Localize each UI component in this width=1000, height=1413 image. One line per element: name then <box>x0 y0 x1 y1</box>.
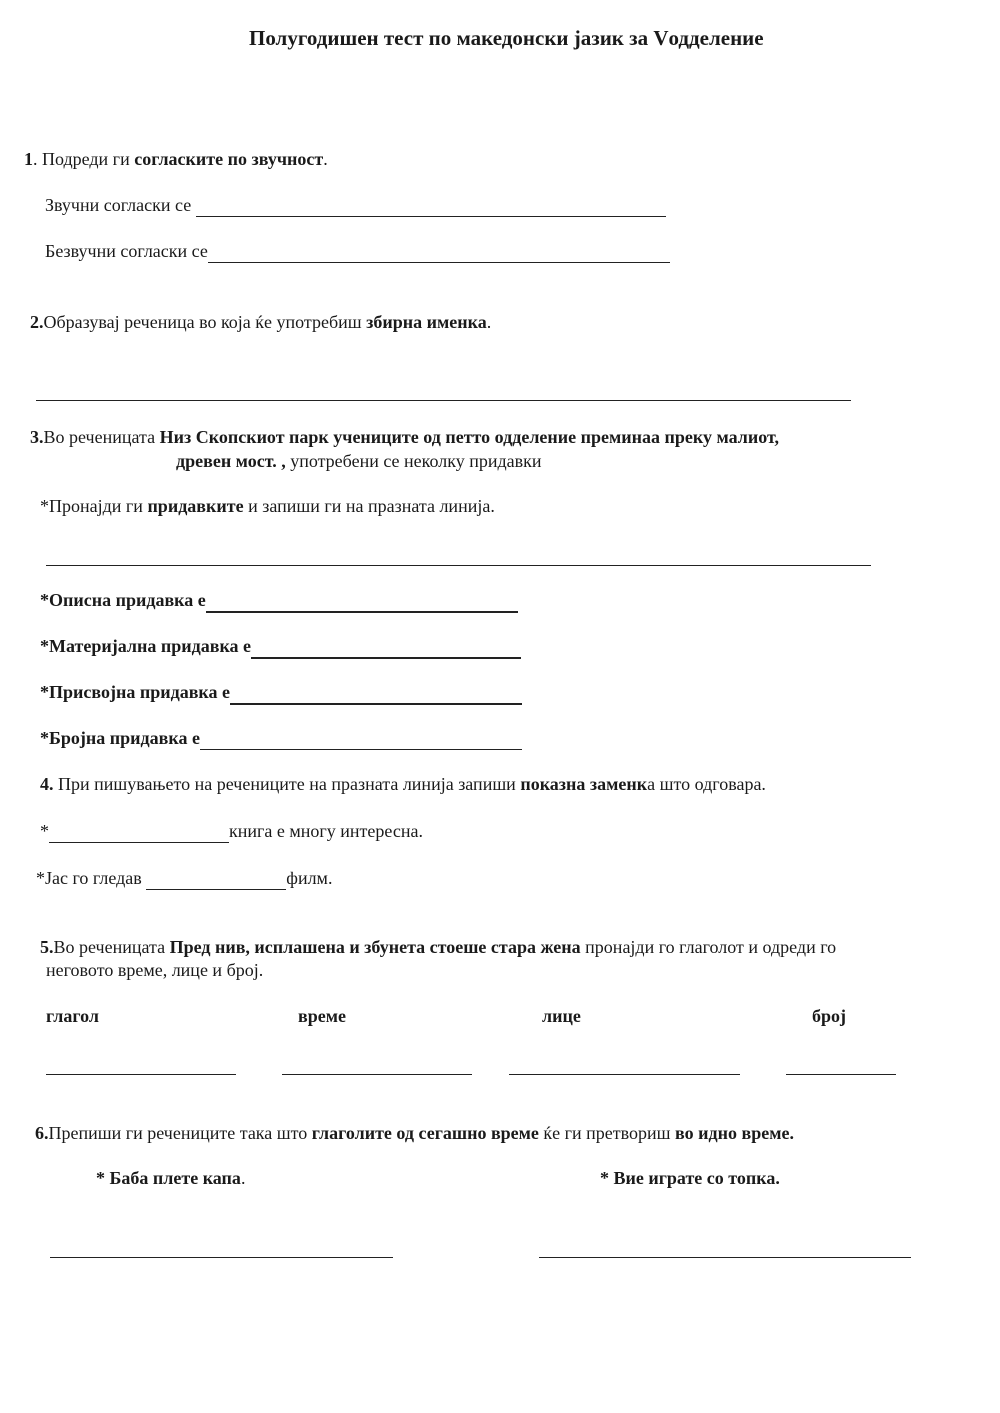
future-sentence-2 <box>600 1167 780 1189</box>
column-tense-header <box>298 1005 346 1027</box>
question-4 <box>40 773 766 795</box>
demonstrative-pronoun-input-1[interactable] <box>49 824 229 843</box>
sentence-2-text: *Јас го гледав <box>36 868 147 888</box>
question-1 <box>24 148 328 170</box>
person-input[interactable] <box>509 1054 740 1075</box>
question-4-text: При пишувањето на реченицитe на празната линија запиши <box>53 774 521 794</box>
sentence-1-text: книга е многу интересна. <box>229 821 423 841</box>
demonstrative-sentence-1 <box>40 820 423 843</box>
possessive-adjective-label: *Присвојна придавка е <box>40 682 231 702</box>
possessive-adjective-row <box>40 681 522 705</box>
question-5-text-cont: пронајди го глаголот и одреди го <box>580 937 837 957</box>
column-verb-label: глагол <box>46 1006 99 1026</box>
voiceless-consonants-row <box>45 240 670 263</box>
question-6 <box>35 1122 794 1144</box>
question-1-text: . Подреди ги <box>33 149 135 169</box>
question-5-text: Во реченицата <box>53 937 170 957</box>
numeral-adjective-row <box>40 727 522 750</box>
question-4-number: 4. <box>40 774 54 794</box>
question-3-number: 3. <box>30 427 44 447</box>
numeral-adjective-input[interactable] <box>200 731 522 750</box>
voiced-consonants-row <box>45 194 666 217</box>
future-sentence-1-end: . <box>240 1168 246 1188</box>
question-4-end: а што одговара. <box>647 774 766 794</box>
question-1-end: . <box>323 149 328 169</box>
material-adjective-label: *Материјална придавка е <box>40 636 252 656</box>
question-5-line2: неговото време, лице и број. <box>46 960 264 980</box>
demonstrative-pronoun-input-2[interactable] <box>146 871 286 890</box>
question-3-text-end: употребени се неколку придавки <box>285 451 542 471</box>
column-number-label: број <box>812 1006 847 1026</box>
question-5-number: 5. <box>40 937 54 957</box>
question-2-text: Образувај реченица во која ќе употребиш <box>43 312 367 332</box>
voiceless-consonants-input[interactable] <box>208 244 670 263</box>
voiced-consonants-label: Звучни согласки се <box>45 195 192 215</box>
future-sentence-1 <box>96 1167 245 1189</box>
verb-input[interactable] <box>46 1054 236 1075</box>
material-adjective-input[interactable] <box>251 639 521 659</box>
column-person-header <box>542 1005 581 1027</box>
demonstrative-sentence-2 <box>36 867 332 890</box>
question-3-sentence-line2: древен мост. , <box>176 451 286 471</box>
question-3-sentence-line1: Низ Скопскиот парк учениците од петто одделение преминаа преку малиот, <box>159 427 780 447</box>
question-5 <box>40 936 836 958</box>
future-sentence-1-text: * Баба плете капа <box>96 1168 241 1188</box>
question-1-keyword: согласките по звучност <box>134 149 324 169</box>
voiceless-consonants-label: Безвучни согласки се <box>45 241 208 261</box>
question-3-line2 <box>176 450 542 472</box>
find-adjectives-keyword: придавките <box>147 496 244 516</box>
find-adjectives-instruction <box>40 495 495 517</box>
question-2-end: . <box>486 312 492 332</box>
possessive-adjective-input[interactable] <box>230 685 522 705</box>
adjectives-input[interactable] <box>46 545 871 566</box>
future-sentence-2-text: * Вие играте со топка. <box>600 1168 780 1188</box>
question-6-keyword-1: глаголите од сегашно време <box>311 1123 539 1143</box>
sentence-1-marker: * <box>40 821 49 841</box>
question-2 <box>30 311 491 333</box>
future-sentence-2-input[interactable] <box>539 1237 911 1258</box>
question-6-number: 6. <box>35 1123 49 1143</box>
numeral-adjective-label: *Бројна придавка е <box>40 728 200 748</box>
question-3-text: Во реченицата <box>43 427 160 447</box>
find-adjectives-pre: *Пронајди ги <box>40 496 148 516</box>
descriptive-adjective-label: *Описна придавка е <box>40 590 206 610</box>
page-title: Полугодишен тест по македонски јазик за Vодделение <box>249 26 764 50</box>
question-6-keyword-2: во идно време. <box>675 1123 794 1143</box>
question-6-text-mid: ќе ги претвориш <box>538 1123 676 1143</box>
column-number-header <box>812 1005 846 1027</box>
question-2-keyword: збирна именка <box>366 312 487 332</box>
number-input[interactable] <box>786 1054 896 1075</box>
descriptive-adjective-row <box>40 589 518 613</box>
find-adjectives-post: и запиши ги на празната линија. <box>243 496 495 516</box>
sentence-2-end: филм. <box>286 868 333 888</box>
question-5-sentence: Пред нив, исплашена и збунета стоеше стара жена <box>169 937 581 957</box>
question-1-number: 1 <box>24 149 33 169</box>
future-sentence-1-input[interactable] <box>50 1237 393 1258</box>
question-6-text: Препиши ги реченицитe така што <box>48 1123 312 1143</box>
question-4-keyword: показна заменк <box>520 774 648 794</box>
question-2-number: 2. <box>30 312 44 332</box>
material-adjective-row <box>40 635 521 659</box>
question-3 <box>30 426 779 448</box>
voiced-consonants-input[interactable] <box>196 198 666 217</box>
column-person-label: лице <box>542 1006 581 1026</box>
column-verb-header <box>46 1005 99 1027</box>
descriptive-adjective-input[interactable] <box>206 593 518 613</box>
collective-noun-sentence-input[interactable] <box>36 380 851 401</box>
tense-input[interactable] <box>282 1054 472 1075</box>
column-tense-label: време <box>298 1006 346 1026</box>
